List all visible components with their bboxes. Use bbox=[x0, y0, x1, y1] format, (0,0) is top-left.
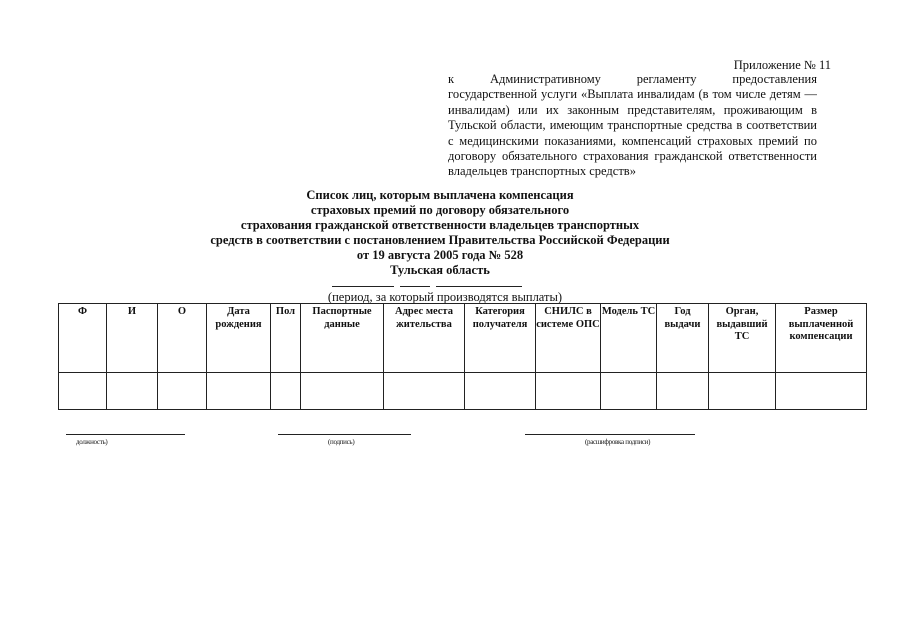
signature-line[interactable] bbox=[278, 434, 411, 435]
recipients-table bbox=[58, 303, 867, 410]
table-cell[interactable] bbox=[59, 373, 107, 410]
table-cell[interactable] bbox=[158, 373, 207, 410]
table-cell[interactable] bbox=[657, 373, 709, 410]
title-line: страховых премий по договору обязательного bbox=[310, 202, 570, 217]
table-cell[interactable] bbox=[301, 373, 384, 410]
position-signature-field bbox=[66, 434, 185, 447]
column-header-address: Адрес места жительства bbox=[384, 304, 465, 373]
column-header-vehicle-model: Модель ТС bbox=[601, 304, 657, 373]
column-header-category: Категория получателя bbox=[465, 304, 536, 373]
table-cell[interactable] bbox=[536, 373, 601, 410]
appendix-line: владельцев транспортных средств» bbox=[448, 164, 636, 179]
table-cell[interactable] bbox=[465, 373, 536, 410]
column-header-sex: Пол bbox=[271, 304, 301, 373]
appendix-number: Приложение № 11 bbox=[733, 58, 831, 72]
title-line: от 19 августа 2005 года № 528 bbox=[356, 247, 524, 262]
title-line: Список лиц, которым выплачена компенсация bbox=[306, 188, 574, 202]
table-cell[interactable] bbox=[107, 373, 158, 410]
appendix-line: к Административному регламенту предоставления bbox=[448, 72, 817, 86]
period-blank-lines bbox=[332, 286, 522, 288]
column-header-issue-year: Год выдачи bbox=[657, 304, 709, 373]
column-header-birth-date: Дата рождения bbox=[207, 304, 271, 373]
position-line[interactable] bbox=[66, 434, 185, 435]
appendix-reference bbox=[448, 72, 817, 180]
signature-field bbox=[278, 434, 411, 447]
signature-caption: (подпись) bbox=[328, 438, 355, 446]
column-header-snils: СНИЛС в системе ОПС bbox=[536, 304, 601, 373]
column-header-surname: Ф bbox=[59, 304, 107, 373]
table-cell[interactable] bbox=[601, 373, 657, 410]
region-line: Тульская область bbox=[390, 262, 490, 277]
period-caption: (период, за который производятся выплаты) bbox=[327, 290, 563, 304]
document-title bbox=[150, 188, 730, 277]
position-caption: должность) bbox=[76, 438, 108, 446]
signature-decoding-field bbox=[525, 434, 695, 447]
appendix-line: государственной услуги «Выплата инвалидам (в том числе детям — bbox=[448, 87, 817, 102]
table-cell[interactable] bbox=[384, 373, 465, 410]
appendix-line: инвалидам) или их законным представителям, проживающим в bbox=[448, 102, 817, 117]
period-blank-month[interactable] bbox=[400, 286, 430, 287]
signature-block bbox=[0, 434, 902, 454]
appendix-line: договору обязательного страхования гражданской ответственности bbox=[448, 148, 817, 163]
column-header-passport: Паспортные данные bbox=[301, 304, 384, 373]
period-blank-year[interactable] bbox=[436, 286, 522, 287]
table-cell[interactable] bbox=[207, 373, 271, 410]
column-header-compensation: Размер выплаченной компенсации bbox=[776, 304, 867, 373]
table-header-row bbox=[59, 304, 867, 373]
period-blank-day[interactable] bbox=[332, 286, 394, 287]
table-cell[interactable] bbox=[271, 373, 301, 410]
table-cell[interactable] bbox=[776, 373, 867, 410]
signature-decoding-caption: (расшифровка подписи) bbox=[585, 438, 651, 446]
title-line: средств в соответствии с постановлением Правительства Российской Федерации bbox=[210, 232, 670, 247]
appendix-line: с медицинскими показаниями, компенсаций страховых премий по bbox=[448, 133, 817, 148]
title-line: страхования гражданской ответственности владельцев транспортных bbox=[240, 217, 640, 232]
appendix-line: Тульской области, имеющим транспортные средства в соответствии bbox=[448, 118, 817, 133]
column-header-issuer: Орган, выдавший ТС bbox=[709, 304, 776, 373]
table-row bbox=[59, 373, 867, 410]
table-cell[interactable] bbox=[709, 373, 776, 410]
signature-decoding-line[interactable] bbox=[525, 434, 695, 435]
column-header-patronymic: О bbox=[158, 304, 207, 373]
column-header-name: И bbox=[107, 304, 158, 373]
